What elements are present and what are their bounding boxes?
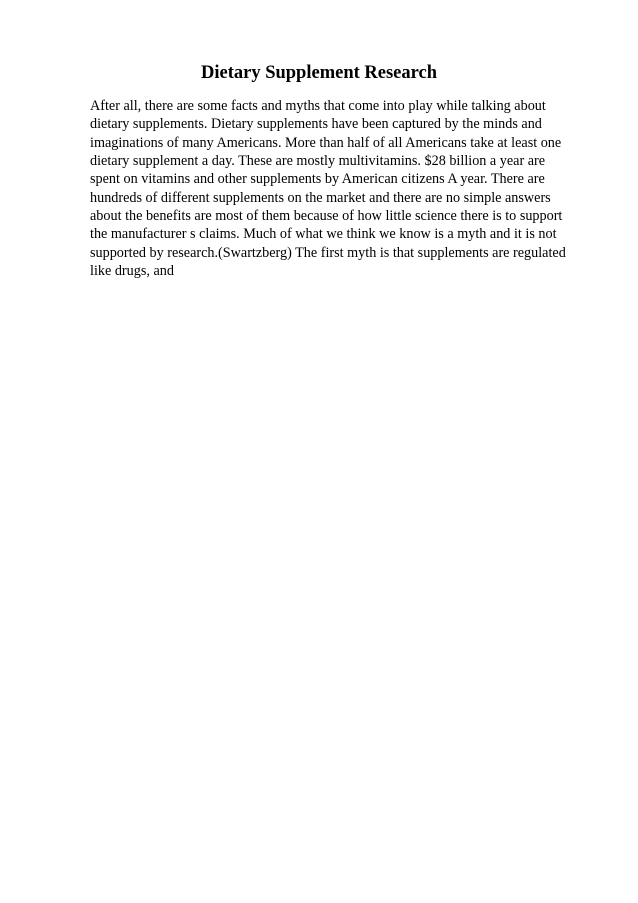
document-title: Dietary Supplement Research: [200, 63, 438, 83]
paragraph-line: dietary supplements. Dietary supplements have been captured by the minds and: [90, 116, 542, 133]
paragraph-line: the manufacturer s claims. Much of what we think we know is a myth and it is not: [90, 226, 557, 243]
paragraph-line: supported by research.(Swartzberg) The first myth is that supplements are regulated: [90, 244, 566, 261]
body-paragraph: [90, 97, 566, 280]
paragraph-line: dietary supplement a day. These are mostly multivitamins. $28 billion a year are: [90, 153, 546, 170]
paragraph-line: imaginations of many Americans. More than half of all Americans take at least one: [90, 134, 562, 151]
paragraph-line: hundreds of different supplements on the market and there are no simple answers: [90, 189, 551, 206]
paragraph-line: about the benefits are most of them because of how little science there is to support: [90, 208, 563, 225]
paragraph-line: After all, there are some facts and myths that come into play while talking about: [90, 98, 546, 114]
paragraph-line: like drugs, and: [90, 263, 174, 280]
paragraph-line: spent on vitamins and other supplements by American citizens A year. There are: [90, 171, 545, 188]
